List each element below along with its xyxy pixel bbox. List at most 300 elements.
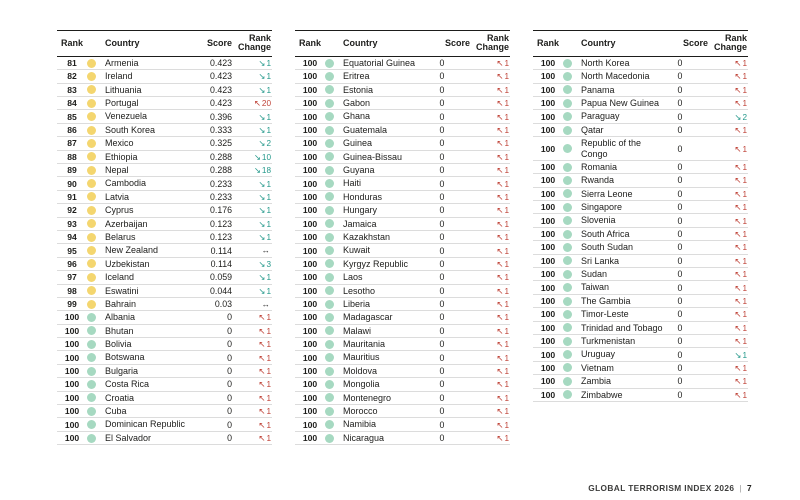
rank-change-value: ↖1 [496, 299, 509, 310]
table-row [57, 124, 272, 137]
score-value: 0 [439, 406, 445, 417]
rank-change-value: ↘18 [253, 165, 271, 176]
rank-value: 100 [302, 205, 318, 216]
country-name: Armenia [105, 57, 139, 68]
rank-change-value: ↖1 [734, 282, 747, 293]
rank-up-icon: ↖ [734, 242, 742, 253]
rank-column-header: Rank [298, 37, 321, 48]
table-row [533, 335, 748, 348]
table-row [295, 204, 510, 217]
rank-value: 84 [67, 98, 77, 109]
rank-change-column-header: Rank Change [475, 33, 509, 53]
country-name: Hungary [343, 205, 378, 216]
rank-value: 100 [540, 255, 556, 266]
rank-up-icon: ↖ [734, 98, 742, 109]
table-row [533, 188, 748, 201]
table-row [533, 174, 748, 187]
country-name: Bulgaria [105, 365, 139, 376]
rank-change-value: ↖1 [496, 406, 509, 417]
score-band-dot-icon [87, 340, 103, 349]
rank-up-icon: ↖ [734, 269, 742, 280]
score-band-dot-icon [325, 59, 341, 68]
score-band-dot-icon [87, 300, 103, 309]
rank-change-value: ↖1 [496, 218, 509, 229]
table-row [57, 177, 272, 190]
rank-change-value: ↘1 [258, 191, 271, 202]
score-value: 0 [227, 406, 232, 417]
rank-value: 87 [67, 138, 77, 149]
rank-up-icon: ↖ [258, 406, 266, 417]
ranking-table-3 [533, 30, 748, 445]
rank-value: 100 [302, 366, 318, 377]
rank-change-value: ↖1 [734, 296, 747, 306]
table-row [57, 97, 272, 110]
country-name: Taiwan [581, 282, 610, 293]
country-name: Kyrgyz Republic [343, 258, 409, 269]
table-row [533, 255, 748, 268]
country-name: Laos [343, 272, 363, 283]
country-name: Nepal [105, 165, 129, 176]
score-value: 0 [439, 205, 445, 216]
table-row [295, 298, 510, 311]
table-row [533, 268, 748, 281]
score-band-dot-icon [87, 434, 103, 443]
rank-change-value: ↖1 [734, 322, 747, 333]
score-value: 0 [439, 352, 445, 363]
country-name: Lesotho [343, 285, 376, 296]
table-row [295, 57, 510, 70]
score-band-dot-icon [325, 259, 341, 268]
rank-up-icon: ↖ [734, 389, 742, 400]
country-name: Latvia [105, 191, 130, 202]
table-row [295, 70, 510, 83]
score-band-dot-icon [325, 367, 341, 376]
rank-change-value: ↖1 [496, 165, 509, 176]
country-name: Azerbaijan [105, 218, 148, 229]
score-value: 0.03 [214, 299, 232, 310]
score-value: 0 [677, 336, 683, 347]
score-band-dot-icon [87, 246, 103, 255]
score-band-dot-icon [87, 353, 103, 362]
rank-change-value: ↖1 [496, 205, 509, 216]
table-row [295, 218, 510, 231]
rank-value: 88 [67, 151, 77, 162]
rank-up-icon: ↖ [496, 392, 504, 403]
table-row [533, 214, 748, 227]
rank-up-icon: ↖ [496, 111, 504, 122]
score-value: 0.176 [209, 205, 232, 216]
table-row [533, 161, 748, 174]
table-row [295, 258, 510, 271]
country-name: Namibia [343, 419, 377, 430]
table-row [57, 378, 272, 391]
score-value: 0 [227, 419, 232, 430]
country-name: Sudan [581, 269, 608, 280]
rank-up-icon: ↖ [258, 433, 266, 443]
country-name: Mauritius [343, 352, 380, 363]
rank-value: 100 [302, 138, 318, 149]
ranking-table-2 [295, 30, 510, 445]
table-row [57, 204, 272, 217]
score-value: 0 [439, 379, 445, 390]
rank-change-value: ↖1 [734, 389, 747, 400]
rank-value: 100 [540, 71, 556, 82]
score-value: 0 [677, 269, 683, 280]
score-band-dot-icon [563, 230, 579, 239]
score-band-dot-icon [87, 420, 103, 429]
rank-value: 100 [302, 111, 318, 122]
country-name: Nicaragua [343, 432, 385, 443]
rank-value: 100 [540, 202, 556, 213]
page-number: 7 [746, 483, 752, 493]
rank-up-icon: ↖ [496, 178, 504, 189]
score-band-dot-icon [563, 377, 579, 386]
country-name: Uzbekistan [105, 258, 150, 269]
rank-value: 100 [64, 339, 80, 350]
score-band-dot-icon [563, 310, 579, 319]
country-name: Guyana [343, 165, 375, 176]
score-band-dot-icon [563, 189, 579, 198]
table-row [295, 365, 510, 378]
rank-up-icon: ↖ [258, 325, 266, 336]
table-row [57, 338, 272, 351]
rank-value: 92 [67, 205, 77, 216]
country-name: Paraguay [581, 111, 620, 122]
rank-value: 100 [302, 258, 318, 269]
table-row [57, 164, 272, 177]
rank-value: 100 [302, 191, 318, 202]
score-value: 0 [677, 188, 683, 199]
rank-down-icon: ↘ [258, 71, 266, 82]
table-row [533, 97, 748, 110]
rank-value: 100 [540, 282, 556, 293]
rank-value: 100 [540, 58, 556, 69]
rank-up-icon: ↖ [734, 282, 742, 293]
table-row [533, 228, 748, 241]
score-band-dot-icon [325, 313, 341, 322]
score-value: 0 [439, 191, 445, 202]
score-band-dot-icon [563, 350, 579, 359]
score-band-dot-icon [325, 246, 341, 255]
rank-value: 94 [67, 232, 77, 243]
rank-change-value: ↖1 [734, 175, 747, 186]
rank-change-value: ↖1 [496, 433, 509, 443]
rank-value: 89 [67, 165, 77, 176]
country-name: Romania [581, 161, 618, 172]
rank-down-icon: ↘ [253, 165, 261, 176]
rank-up-icon: ↖ [734, 84, 742, 95]
rank-change-value: ↘1 [258, 111, 271, 122]
rank-change-value [232, 245, 272, 256]
country-name: Sri Lanka [581, 255, 620, 266]
rank-up-icon: ↖ [496, 285, 504, 296]
rank-up-icon: ↖ [496, 433, 504, 443]
rank-change-value: ↖1 [496, 191, 509, 202]
score-band-dot-icon [325, 99, 341, 108]
country-name: Zimbabwe [581, 389, 623, 400]
country-column-header: Country [581, 37, 616, 48]
report-title: GLOBAL TERRORISM INDEX 2026 [588, 483, 735, 493]
rank-up-icon: ↖ [496, 299, 504, 310]
table-row [57, 285, 272, 298]
rank-up-icon: ↖ [734, 125, 742, 136]
rank-same-icon: ↔ [261, 245, 270, 256]
rank-up-icon: ↖ [734, 322, 742, 333]
rank-change-value: ↖1 [496, 392, 509, 403]
score-value: 0 [439, 366, 445, 377]
score-band-dot-icon [563, 337, 579, 346]
table-row [533, 389, 748, 402]
country-name: Lithuania [105, 84, 142, 95]
table-row [295, 285, 510, 298]
score-band-dot-icon [87, 139, 103, 148]
table-row [533, 84, 748, 97]
rank-change-value: ↘1 [258, 125, 271, 136]
table-row [295, 351, 510, 364]
rank-change-value: ↘1 [734, 349, 747, 360]
score-band-dot-icon [87, 407, 103, 416]
score-band-dot-icon [325, 166, 341, 175]
score-value: 0 [677, 98, 683, 109]
table-row [533, 110, 748, 123]
rank-change-value: ↘2 [258, 138, 271, 149]
country-name: South Sudan [581, 242, 634, 253]
country-name: South Korea [105, 124, 156, 135]
score-value: 0.423 [209, 98, 232, 109]
score-value: 0 [439, 299, 445, 310]
rank-change-value: ↖1 [258, 352, 271, 363]
rank-change-value: ↖1 [496, 272, 509, 283]
score-band-dot-icon [325, 152, 341, 161]
score-band-dot-icon [325, 233, 341, 242]
rank-value: 100 [302, 125, 318, 136]
score-band-dot-icon [87, 259, 103, 268]
rank-up-icon: ↖ [496, 125, 504, 136]
score-value: 0.396 [209, 111, 232, 122]
table-header [295, 30, 510, 57]
rank-change-value: ↘1 [258, 285, 271, 296]
rank-change-value: ↖1 [496, 151, 509, 162]
table-row [57, 351, 272, 364]
score-band-dot-icon [87, 393, 103, 402]
score-value: 0 [439, 392, 445, 403]
score-value: 0.059 [209, 272, 232, 283]
country-name: Panama [581, 84, 615, 95]
country-name: The Gambia [581, 295, 631, 306]
table-row [57, 70, 272, 83]
score-band-dot-icon [563, 99, 579, 108]
rank-up-icon: ↖ [496, 258, 504, 269]
score-value: 0 [227, 392, 232, 403]
score-value: 0.233 [209, 191, 232, 202]
score-band-dot-icon [325, 192, 341, 201]
table-row [533, 281, 748, 294]
rank-change-value: ↖1 [734, 309, 747, 320]
rank-down-icon: ↘ [258, 205, 266, 216]
rank-up-icon: ↖ [734, 202, 742, 213]
rank-up-icon: ↖ [496, 165, 504, 176]
rank-value: 100 [302, 312, 318, 323]
rank-change-value: ↘2 [734, 111, 747, 122]
rank-change-value: ↖1 [496, 71, 509, 82]
rank-value: 100 [302, 71, 318, 82]
rank-value: 100 [302, 379, 318, 390]
score-value: 0.423 [209, 58, 232, 69]
rank-up-icon: ↖ [734, 376, 742, 387]
country-name: Turkmenistan [581, 336, 636, 346]
rank-value: 100 [302, 98, 318, 109]
rank-change-value: ↘1 [258, 71, 271, 82]
country-name: Sierra Leone [581, 188, 633, 199]
rank-change-value: ↖1 [496, 98, 509, 109]
rank-value: 100 [540, 84, 556, 95]
rank-value: 100 [302, 84, 318, 95]
country-name: El Salvador [105, 432, 152, 443]
score-band-dot-icon [87, 152, 103, 161]
country-name: Equatorial Guinea [343, 57, 416, 68]
rank-up-icon: ↖ [734, 143, 742, 154]
score-band-dot-icon [87, 326, 103, 335]
country-name: Kuwait [343, 245, 371, 256]
score-band-dot-icon [325, 407, 341, 416]
score-value: 0 [439, 433, 445, 443]
table-row [57, 244, 272, 257]
score-value: 0 [677, 229, 683, 240]
rank-down-icon: ↘ [258, 178, 266, 189]
rank-value: 100 [540, 188, 556, 199]
score-band-dot-icon [87, 59, 103, 68]
rank-up-icon: ↖ [734, 58, 742, 69]
table-row [295, 325, 510, 338]
score-band-dot-icon [563, 163, 579, 172]
country-name: Croatia [105, 392, 135, 403]
rank-up-icon: ↖ [734, 162, 742, 173]
rank-up-icon: ↖ [258, 392, 266, 403]
rank-up-icon: ↖ [496, 339, 504, 350]
score-band-dot-icon [325, 139, 341, 148]
score-value: 0.423 [209, 71, 232, 82]
table-row [295, 231, 510, 244]
score-value: 0 [439, 111, 445, 122]
rank-change-value: ↖1 [496, 138, 509, 149]
rank-change-value: ↘1 [258, 218, 271, 229]
score-value: 0 [227, 366, 232, 377]
score-band-dot-icon [325, 434, 341, 443]
rank-change-value: ↖1 [734, 58, 747, 69]
country-name: Eritrea [343, 71, 370, 82]
score-value: 0 [677, 282, 683, 293]
rank-value: 100 [302, 232, 318, 243]
rank-change-value: ↖1 [496, 258, 509, 269]
rank-up-icon: ↖ [734, 362, 742, 373]
score-band-dot-icon [563, 323, 579, 332]
rank-change-value: ↖1 [734, 269, 747, 280]
rank-value: 100 [540, 309, 556, 320]
rank-value: 100 [64, 433, 80, 443]
rank-change-value: ↘1 [258, 205, 271, 216]
rank-up-icon: ↖ [496, 406, 504, 417]
score-band-dot-icon [563, 243, 579, 252]
country-name: Bhutan [105, 325, 134, 336]
rank-change-value: ↖1 [258, 366, 271, 377]
country-name: Eswatini [105, 285, 139, 296]
table-row [57, 231, 272, 244]
score-band-dot-icon [325, 326, 341, 335]
country-name: Venezuela [105, 111, 148, 122]
rank-value: 100 [64, 366, 80, 377]
table-row [295, 392, 510, 405]
rank-change-value: ↖1 [496, 245, 509, 256]
score-band-dot-icon [87, 179, 103, 188]
score-value: 0.423 [209, 84, 232, 95]
table-row [295, 244, 510, 257]
rank-change-value: ↖1 [496, 58, 509, 69]
country-name: Vietnam [581, 362, 614, 373]
score-band-dot-icon [563, 297, 579, 306]
rank-change-value: ↖1 [734, 336, 747, 347]
rank-value: 100 [540, 215, 556, 226]
rank-value: 90 [67, 178, 77, 189]
country-name: Haiti [343, 178, 362, 189]
table-row [57, 365, 272, 378]
score-band-dot-icon [87, 233, 103, 242]
rank-value: 100 [302, 151, 318, 162]
country-name: Trinidad and Tobago [581, 322, 663, 333]
table-row [57, 151, 272, 164]
table-row [533, 308, 748, 321]
table-row [295, 338, 510, 351]
country-name: Albania [105, 312, 136, 323]
score-value: 0 [439, 151, 445, 162]
score-value: 0 [677, 143, 683, 154]
score-value: 0 [677, 175, 683, 186]
score-band-dot-icon [87, 380, 103, 389]
country-name: New Zealand [105, 245, 159, 256]
table-row [57, 258, 272, 271]
rank-up-icon: ↖ [734, 175, 742, 186]
table-body [57, 57, 272, 445]
score-band-dot-icon [325, 273, 341, 282]
rank-change-value: ↖1 [496, 84, 509, 95]
rank-up-icon: ↖ [734, 309, 742, 320]
rank-change-value: ↖1 [734, 242, 747, 253]
country-name: Portugal [105, 98, 139, 109]
country-name: Madagascar [343, 312, 393, 323]
score-value: 0.114 [210, 258, 232, 269]
rank-change-value [232, 299, 272, 310]
rank-change-value: ↖1 [496, 232, 509, 243]
rank-up-icon: ↖ [496, 272, 504, 283]
score-band-dot-icon [325, 380, 341, 389]
rank-change-value: ↖1 [734, 188, 747, 199]
country-name: Cambodia [105, 178, 147, 189]
rank-down-icon: ↘ [258, 258, 266, 269]
table-row [57, 405, 272, 418]
rank-value: 100 [64, 406, 80, 417]
score-value: 0 [227, 339, 232, 350]
country-name: Bolivia [105, 339, 132, 350]
rank-change-value: ↖1 [258, 433, 271, 443]
table-row [533, 70, 748, 83]
score-band-dot-icon [563, 203, 579, 212]
table-row [533, 124, 748, 137]
score-value: 0 [677, 84, 683, 95]
score-value: 0 [677, 71, 683, 82]
footer-separator: | [739, 483, 742, 493]
rank-value: 100 [540, 362, 556, 373]
rank-change-value: ↖1 [496, 325, 509, 336]
rank-change-column-header: Rank Change [237, 33, 271, 53]
